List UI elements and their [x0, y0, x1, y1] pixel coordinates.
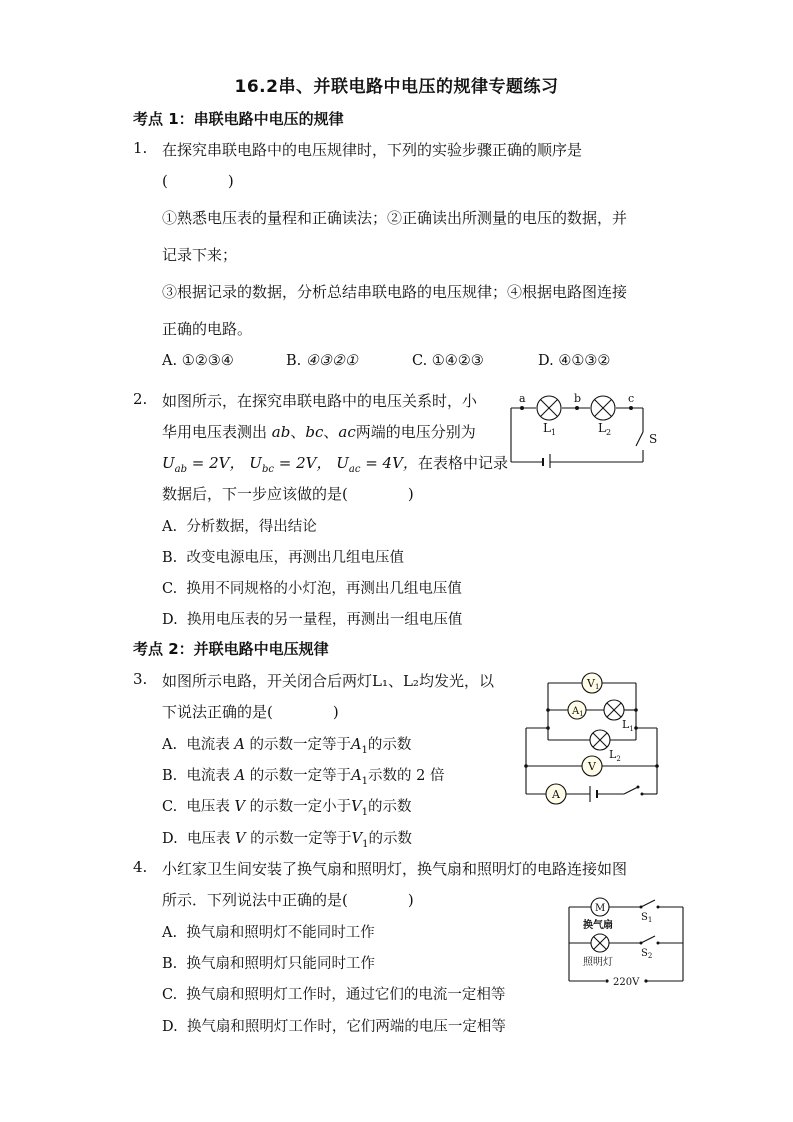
question-1-option-c[interactable]	[412, 353, 484, 369]
question-3-option-b[interactable]: B. 电流表 A 的示数一定等于$A_1$示数的 2 倍	[162, 768, 445, 787]
question-3-line1: 如图所示电路，开关闭合后两灯L₁、L₂均发光，以	[162, 672, 494, 690]
question-4-option-b[interactable]: B. 换气扇和照明灯只能同时工作	[162, 956, 375, 972]
question-3-option-c[interactable]: C. 电压表 V 的示数一定小于$V_1$的示数	[162, 799, 412, 818]
parallel-circuit-figure	[520, 668, 665, 808]
question-1-stem: 在探究串联电路中的电压规律时，下列的实验步骤正确的顺序是	[162, 141, 583, 159]
option-label: B.	[286, 353, 302, 369]
question-1-steps-line1: ①熟悉电压表的量程和正确读法；②正确读出所测量的电压的数据，并	[162, 209, 628, 227]
supply-voltage-label: 220V	[613, 977, 640, 988]
option-text: ④①③②	[558, 353, 611, 369]
question-1-option-a[interactable]	[162, 353, 234, 369]
question-1-steps-line3: ③根据记录的数据，分析总结串联电路的电压规律；④根据电路图连接	[162, 283, 628, 301]
question-3-number: 3.	[133, 670, 148, 688]
fan-label: 换气扇	[583, 920, 613, 931]
a-label: A	[552, 788, 560, 801]
v-label: V	[588, 760, 596, 773]
l2-label: $L_2$	[598, 421, 612, 437]
series-circuit-figure	[505, 388, 665, 468]
question-2-number: 2.	[133, 390, 148, 408]
page-title: 16.2串、并联电路中电压的规律专题练习	[234, 77, 559, 97]
option-label: A.	[162, 353, 178, 369]
question-3-option-d[interactable]: D. 电压表 V 的示数一定等于$V_1$的示数	[162, 831, 412, 850]
question-3-line2: 下说法正确的是( )	[162, 703, 339, 721]
point-b-label: b	[574, 392, 582, 405]
question-1-steps-line2: 记录下来；	[162, 246, 238, 264]
l1-label: $L_1$	[543, 421, 557, 437]
motor-label: M	[595, 903, 606, 914]
question-1-number: 1.	[133, 139, 148, 157]
v1-label: V1	[587, 677, 600, 691]
lamp-label: 照明灯	[583, 957, 613, 968]
option-label: C.	[412, 353, 428, 369]
question-2-option-c[interactable]: C. 换用不同规格的小灯泡，再测出几组电压值	[162, 581, 462, 597]
question-4-line2: 所示．下列说法中正确的是( )	[162, 891, 414, 909]
question-1-steps-line4: 正确的电路。	[162, 320, 253, 338]
question-2-option-a[interactable]: A. 分析数据，得出结论	[162, 519, 317, 535]
a1-label: $A_1$	[572, 706, 584, 718]
option-text: ④③②①	[305, 353, 358, 369]
section-heading-1: 考点 1：串联电路中电压的规律	[133, 110, 344, 128]
question-4-option-d[interactable]: D. 换气扇和照明灯工作时，它们两端的电压一定相等	[162, 1019, 506, 1035]
question-3-option-a[interactable]: A. 电流表 A 的示数一定等于$A_1$的示数	[162, 737, 412, 756]
question-4-line1: 小红家卫生间安装了换气扇和照明灯，换气扇和照明灯的电路连接如图	[162, 860, 628, 878]
question-2-line4: 数据后，下一步应该做的是( )	[162, 485, 414, 503]
s2-label: $S_2$	[641, 948, 653, 960]
question-2-option-b[interactable]: B. 改变电源电压，再测出几组电压值	[162, 550, 404, 566]
l1-label: $L_1$	[622, 718, 634, 733]
fan-lamp-circuit-figure	[565, 893, 687, 991]
switch-s-label: S	[649, 432, 658, 446]
point-c-label: c	[628, 392, 635, 405]
s1-label: $S_1$	[641, 912, 653, 924]
question-4-number: 4.	[133, 858, 148, 876]
question-2-line2: 华用电压表测出 ab、bc、ac两端的电压分别为	[162, 423, 476, 441]
option-text: ①④②③	[431, 353, 484, 369]
l2-label: $L_2$	[609, 748, 621, 763]
question-4-option-a[interactable]: A. 换气扇和照明灯不能同时工作	[162, 925, 375, 941]
question-1-blank: ( )	[162, 172, 234, 190]
option-label: D.	[538, 353, 554, 369]
question-2-option-d[interactable]: D. 换用电压表的另一量程，再测出一组电压值	[162, 612, 463, 628]
option-text: ①②③④	[181, 353, 234, 369]
question-4-option-c[interactable]: C. 换气扇和照明灯工作时，通过它们的电流一定相等	[162, 987, 506, 1003]
point-a-label: a	[519, 392, 526, 405]
section-heading-2: 考点 2：并联电路中电压规律	[133, 640, 329, 658]
question-2-line1: 如图所示，在探究串联电路中的电压关系时，小	[162, 392, 478, 410]
question-1-option-b[interactable]	[286, 353, 358, 369]
question-1-option-d[interactable]	[538, 353, 610, 369]
question-2-line3: $U_{ab} = 2V$， $U_{bc} = 2V$， $U_{ac} = 4V$，在表格中记录	[162, 454, 508, 475]
